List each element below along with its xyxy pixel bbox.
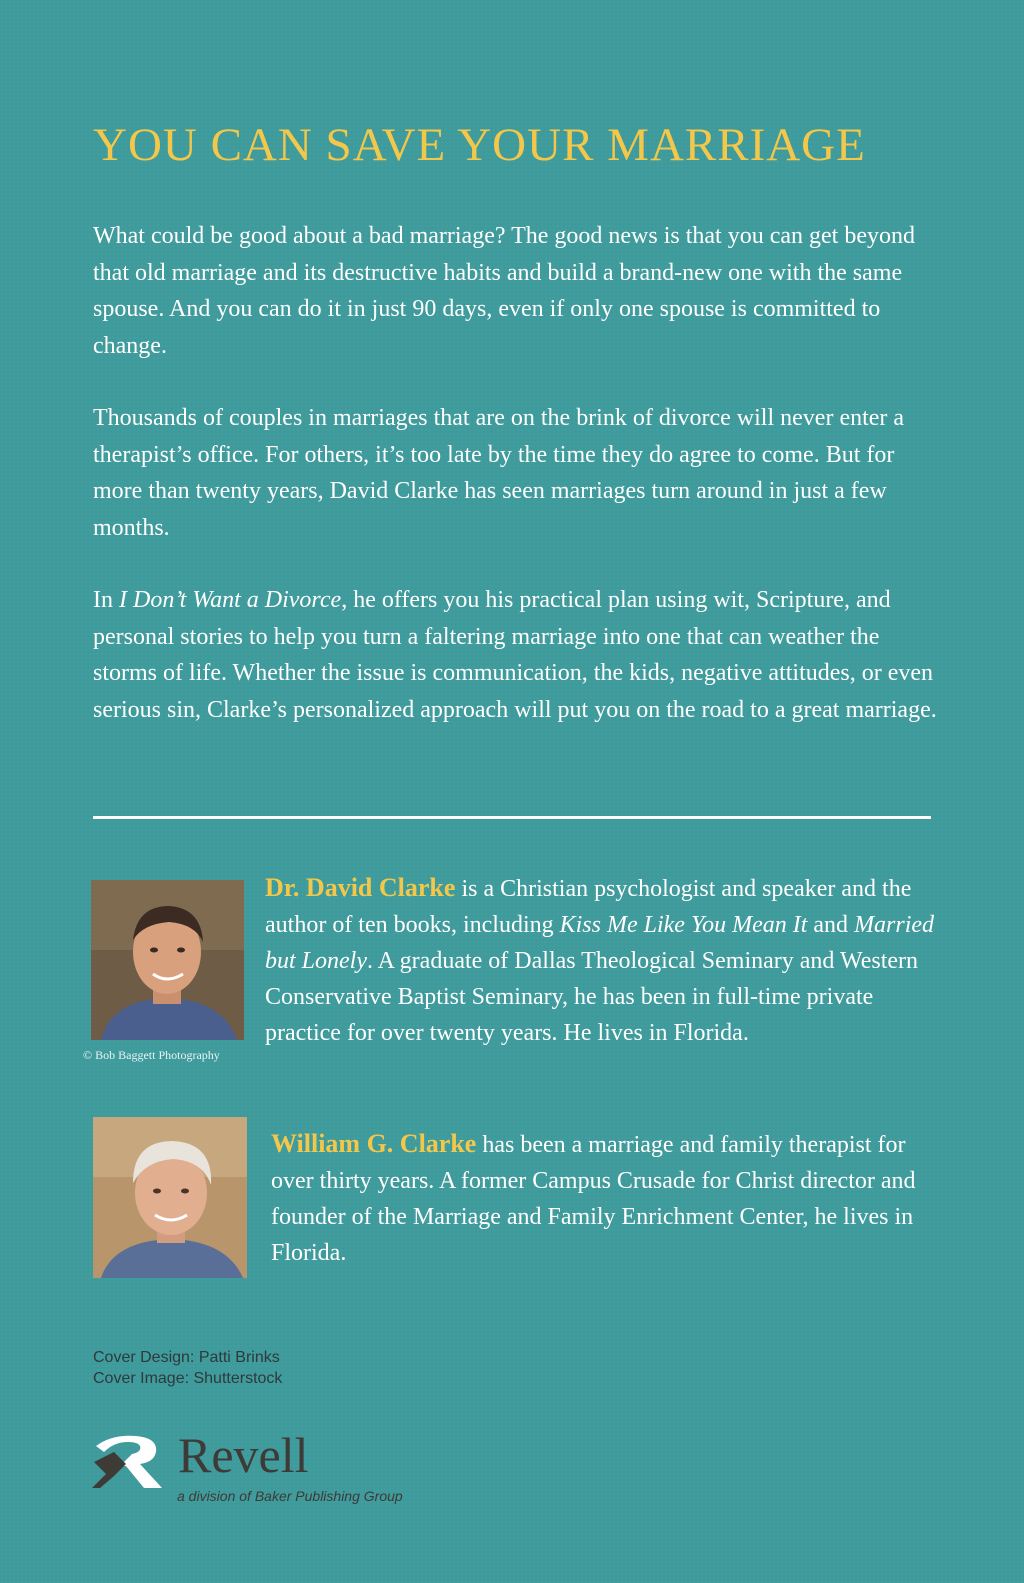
author-photo-william-clarke (93, 1117, 247, 1278)
description-paragraph-2: Thousands of couples in marriages that are on the brink of divorce will never enter a therapist’s office. For others, it’s too late by the time they do agree to come. But for more than twenty years, David Clarke has seen marriages turn around in just a few months. (93, 405, 905, 541)
book-description (93, 218, 943, 764)
author-bio-william-clarke (271, 1126, 941, 1271)
book-headline: YOU CAN SAVE YOUR MARRIAGE (93, 119, 866, 171)
description-paragraph-3 (93, 582, 943, 728)
bio-text: and (807, 912, 855, 938)
cover-credits (93, 1347, 282, 1389)
photo-credit: © Bob Baggett Photography (83, 1048, 220, 1062)
author-photo-david-clarke (91, 880, 244, 1040)
author-bio-david-clarke (265, 870, 945, 1051)
author-name: William G. Clarke (271, 1129, 477, 1158)
paragraph-prefix: In (93, 587, 119, 613)
description-paragraph-1: What could be good about a bad marriage? The good news is that you can get beyond that old marriage and its destructive habits and build a brand-new one with the same spouse. And you can do it in just 90 days, even if only one spouse is committed to change. (93, 223, 915, 359)
publisher-tagline: a division of Baker Publishing Group (177, 1488, 403, 1504)
bio-text: has been a marriage and family therapist for over thirty years. A former Campus Crusade for Christ director and founder of the Marriage and Family Enrichment Center, he lives in Florida. (271, 1132, 916, 1266)
revell-logo-icon (92, 1432, 172, 1492)
cover-design-credit: Cover Design: Patti Brinks (93, 1349, 280, 1366)
book-title: I Don’t Want a Divorce (119, 587, 342, 613)
section-divider (93, 816, 931, 819)
bio-text: . A graduate of Dallas Theological Seminary and Western Conservative Baptist Seminary, he has been in full-time private practice for over twenty years. He lives in Florida. (265, 948, 919, 1046)
author-name: Dr. David Clarke (265, 873, 456, 902)
bio-text: is a Christian psychologist and speaker and the author of ten books, including (265, 876, 912, 938)
paragraph-text: , he offers you his practical plan using wit, Scripture, and personal stories to help you turn a faltering marriage into one that can weather the storms of life. Whether the issue is communication, the kids, negative attitudes, or even serious sin, Clarke’s personalized approach will put you on the road to a great marriage. (93, 587, 937, 723)
publisher-logo (92, 1427, 432, 1522)
book-title: Kiss Me Like You Mean It (559, 912, 808, 938)
publisher-name: Revell (178, 1427, 309, 1483)
book-title: Married but Lonely (265, 912, 935, 974)
cover-image-credit: Cover Image: Shutterstock (93, 1370, 283, 1387)
